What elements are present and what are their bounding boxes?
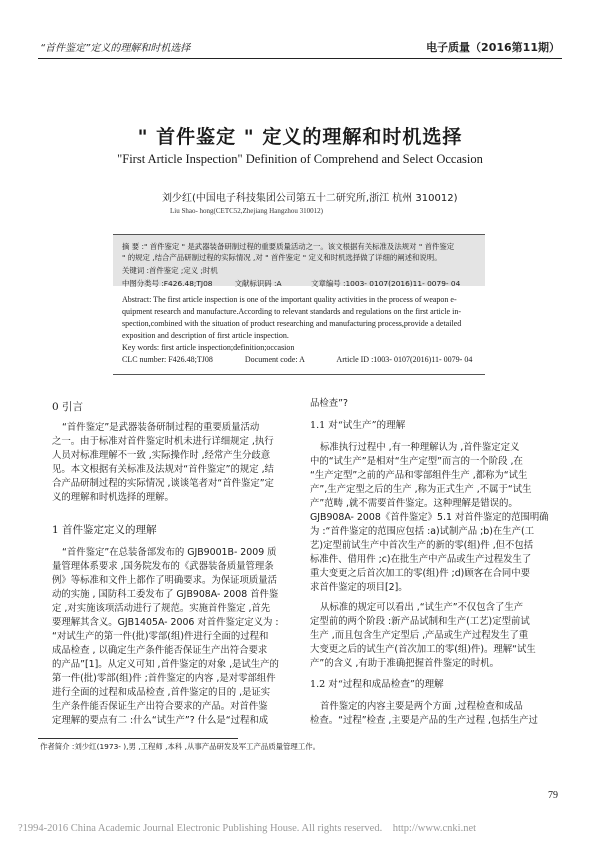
paragraph-line: 义的理解和时机选择的理解。 xyxy=(52,492,174,503)
abstract-en-line: exposition and description of first article inspection. xyxy=(122,331,289,340)
paragraph-line: “对试生产的第一件(批)零部(组)件进行全面的过程和 xyxy=(52,631,269,642)
author-bio-footnote: 作者简介 :刘少红(1973- ),男 ,工程师 ,本科 ,从事产品研发及军工产品质量管理工作。 xyxy=(40,742,320,751)
paragraph-line: 定 ,对实施该项活动进行了规范。实施首件鉴定 ,首先 xyxy=(52,603,271,614)
paragraph-line: 定型前的两个阶段 :新产品试制和生产(工艺)定型前试 xyxy=(310,616,530,627)
page-number: 79 xyxy=(548,790,558,801)
paragraph-line: 艺)定型前试生产中首次生产的新的零(组)件 ,但不包括 xyxy=(310,540,534,551)
author-line: 刘少红(中国电子科技集团公司第五十二研究所,浙江 杭州 310012) xyxy=(162,193,458,204)
paragraph-line: 标准执行过程中 ,有一种理解认为 ,首件鉴定定义 xyxy=(320,442,520,453)
paragraph-line: 进行全面的过程和成品检查 ,首件鉴定的目的 ,是证实 xyxy=(52,687,271,698)
running-title: “首件鉴定”定义的理解和时机选择 xyxy=(40,43,191,54)
abstract-cn-line: 摘 要 :" 首件鉴定 " 是武器装备研制过程的重要质量活动之一。该文根据有关标准及法规对 " 首件鉴定 xyxy=(122,242,455,251)
paragraph-line: 求首件鉴定的项目[2]。 xyxy=(310,582,408,593)
abstract-box xyxy=(113,234,485,375)
paragraph-line: “首件鉴定”在总装备部发布的 GJB9001B- 2009 质 xyxy=(62,547,277,558)
paragraph-line: 动的实施 , 国防科工委发布了 GJB908A- 2008 首件鉴 xyxy=(52,589,279,600)
paragraph-line: 成品检查 , 以确定生产条件能否保证生产出符合要求 xyxy=(52,645,268,656)
article-title-en: "First Article Inspection" Definition of Comprehend and Select Occasion xyxy=(117,152,483,166)
subsection-heading: 1.1 对“试生产”的理解 xyxy=(310,420,406,431)
paragraph-line: 为 :“首件鉴定的范围应包括 :a)试制产品 ;b)在生产(工 xyxy=(310,526,535,537)
footnote-divider xyxy=(38,738,238,739)
abstract-cn-line: " 的规定 ,结合产品研制过程的实际情况 ,对 " 首件鉴定 " 定义和时机选择做了详细的阐述和说明。 xyxy=(122,253,442,262)
journal-issue: 电子质量（2016第11期） xyxy=(426,41,560,54)
author-affiliation-en: Liu Shao- hong(CETC52,Zhejiang Hangzhou 310012) xyxy=(170,207,324,215)
paragraph-line: 合产品研制过程的实际情况 ,谈谈笔者对“首件鉴定”定 xyxy=(52,478,274,489)
paragraph-line: 大变更之后的试生产(首次加工的零(组)件)。理解“试生 xyxy=(310,644,536,655)
paragraph-line: 重大变更之后首次加工的零(组)件 ;d)顾客在合同中要 xyxy=(310,568,530,579)
paragraph-line: 人员对标准理解不一致 ,实际操作时 ,经常产生分歧意 xyxy=(52,450,271,461)
paragraph-line: 中的“试生产”是相对“生产定型”而言的一个阶段 ,在 xyxy=(310,456,523,467)
paragraph-line: 生产条件能否保证生产出符合要求的产品。对首件鉴 xyxy=(52,701,268,712)
paragraph-line: 第一件(批)零部(组)件 ;首件鉴定的内容 ,是对零部组件 xyxy=(52,673,276,684)
paragraph-line: 要理解其含义。GJB1405A- 2006 对首件鉴定定义为 : xyxy=(52,617,279,628)
paragraph-line: 量管理体系要求 ,国务院发布的《武器装备质量管理条 xyxy=(52,561,274,572)
paragraph-line: 之一。由于标准对首件鉴定时机未进行详细规定 ,执行 xyxy=(52,436,274,447)
abstract-en-line: quipment research and manufacture.According to relevant standards and regulations on the first article in- xyxy=(122,307,461,316)
paragraph-line: 标准件、借用件 ;c)在批生产中产品或生产过程发生了 xyxy=(310,554,532,565)
paragraph-line: “生产定型”之前的产品和零部组件生产 ,都称为“试生 xyxy=(310,470,528,481)
paragraph-line: 产”范畴 ,就不需要首件鉴定。这种理解是错误的。 xyxy=(310,498,518,509)
classification-cn: 中图分类号 :F426.48;TJ08 文献标识码 :A 文章编号 :1003- 0107(2016)11- 0079- 04 xyxy=(122,279,461,288)
abstract-en-line: Abstract: The first article inspection is one of the important quality activities in the process of weapon e- xyxy=(122,295,457,304)
paragraph-line: 例》等标准和文件上都作了明确要求。为保证项质量活 xyxy=(52,575,278,586)
paragraph-line: 产”,生产定型之后的生产 ,称为正式生产 ,不属于“试生 xyxy=(310,484,532,495)
paragraph-line: 见。本文根据有关标准及法规对“首件鉴定”的规定 ,结 xyxy=(52,464,274,475)
paragraph-line: 定理解的要点有二 :什么“试生产”? 什么是“过程和成 xyxy=(52,715,269,726)
article-title-cn: " 首件鉴定 " 定义的理解和时机选择 xyxy=(137,126,463,148)
abstract-en-line: spection,combined with the situation of product researching and manufacturing process,provide a detailed xyxy=(122,319,462,328)
copyright-notice: ?1994-2016 China Academic Journal Electronic Publishing House. All rights reserved. http://www.cnki.net xyxy=(18,823,477,834)
classification-en: CLC number: F426.48;TJ08 Document code: A Article ID :1003- 0107(2016)11- 0079- 04 xyxy=(122,355,473,364)
header-divider xyxy=(38,58,562,59)
paragraph-line: 从标准的规定可以看出 ,“试生产”不仅包含了生产 xyxy=(320,602,524,613)
keywords-cn: 关键词 :首件鉴定 ;定义 ;时机 xyxy=(122,266,218,275)
paragraph-line: 产”的含义 ,有助于准确把握首件鉴定的时机。 xyxy=(310,658,499,669)
paragraph-line: 的产品”[1]。从定义可知 ,首件鉴定的对象 ,是试生产的 xyxy=(52,659,279,670)
section-heading: 0 引言 xyxy=(52,401,84,413)
paragraph-line: “首件鉴定”是武器装备研制过程的重要质量活动 xyxy=(62,422,260,433)
subsection-heading: 1.2 对“过程和成品检查”的理解 xyxy=(310,679,444,690)
paragraph-line: 生产 ,而且包含生产定型后 ,产品或生产过程发生了重 xyxy=(310,630,529,641)
paragraph-line: 检查。“过程”检查 ,主要是产品的生产过程 ,包括生产过 xyxy=(310,715,538,726)
paragraph-line: 品检查”? xyxy=(310,398,348,409)
paragraph-line: 首件鉴定的内容主要是两个方面 ,过程检查和成品 xyxy=(320,701,523,712)
keywords-en: Key words: first article inspection;definition;occasion xyxy=(122,343,295,352)
section-heading: 1 首件鉴定定义的理解 xyxy=(52,524,157,536)
paragraph-line: GJB908A- 2008《首件鉴定》5.1 对首件鉴定的范围明确 xyxy=(310,512,549,523)
